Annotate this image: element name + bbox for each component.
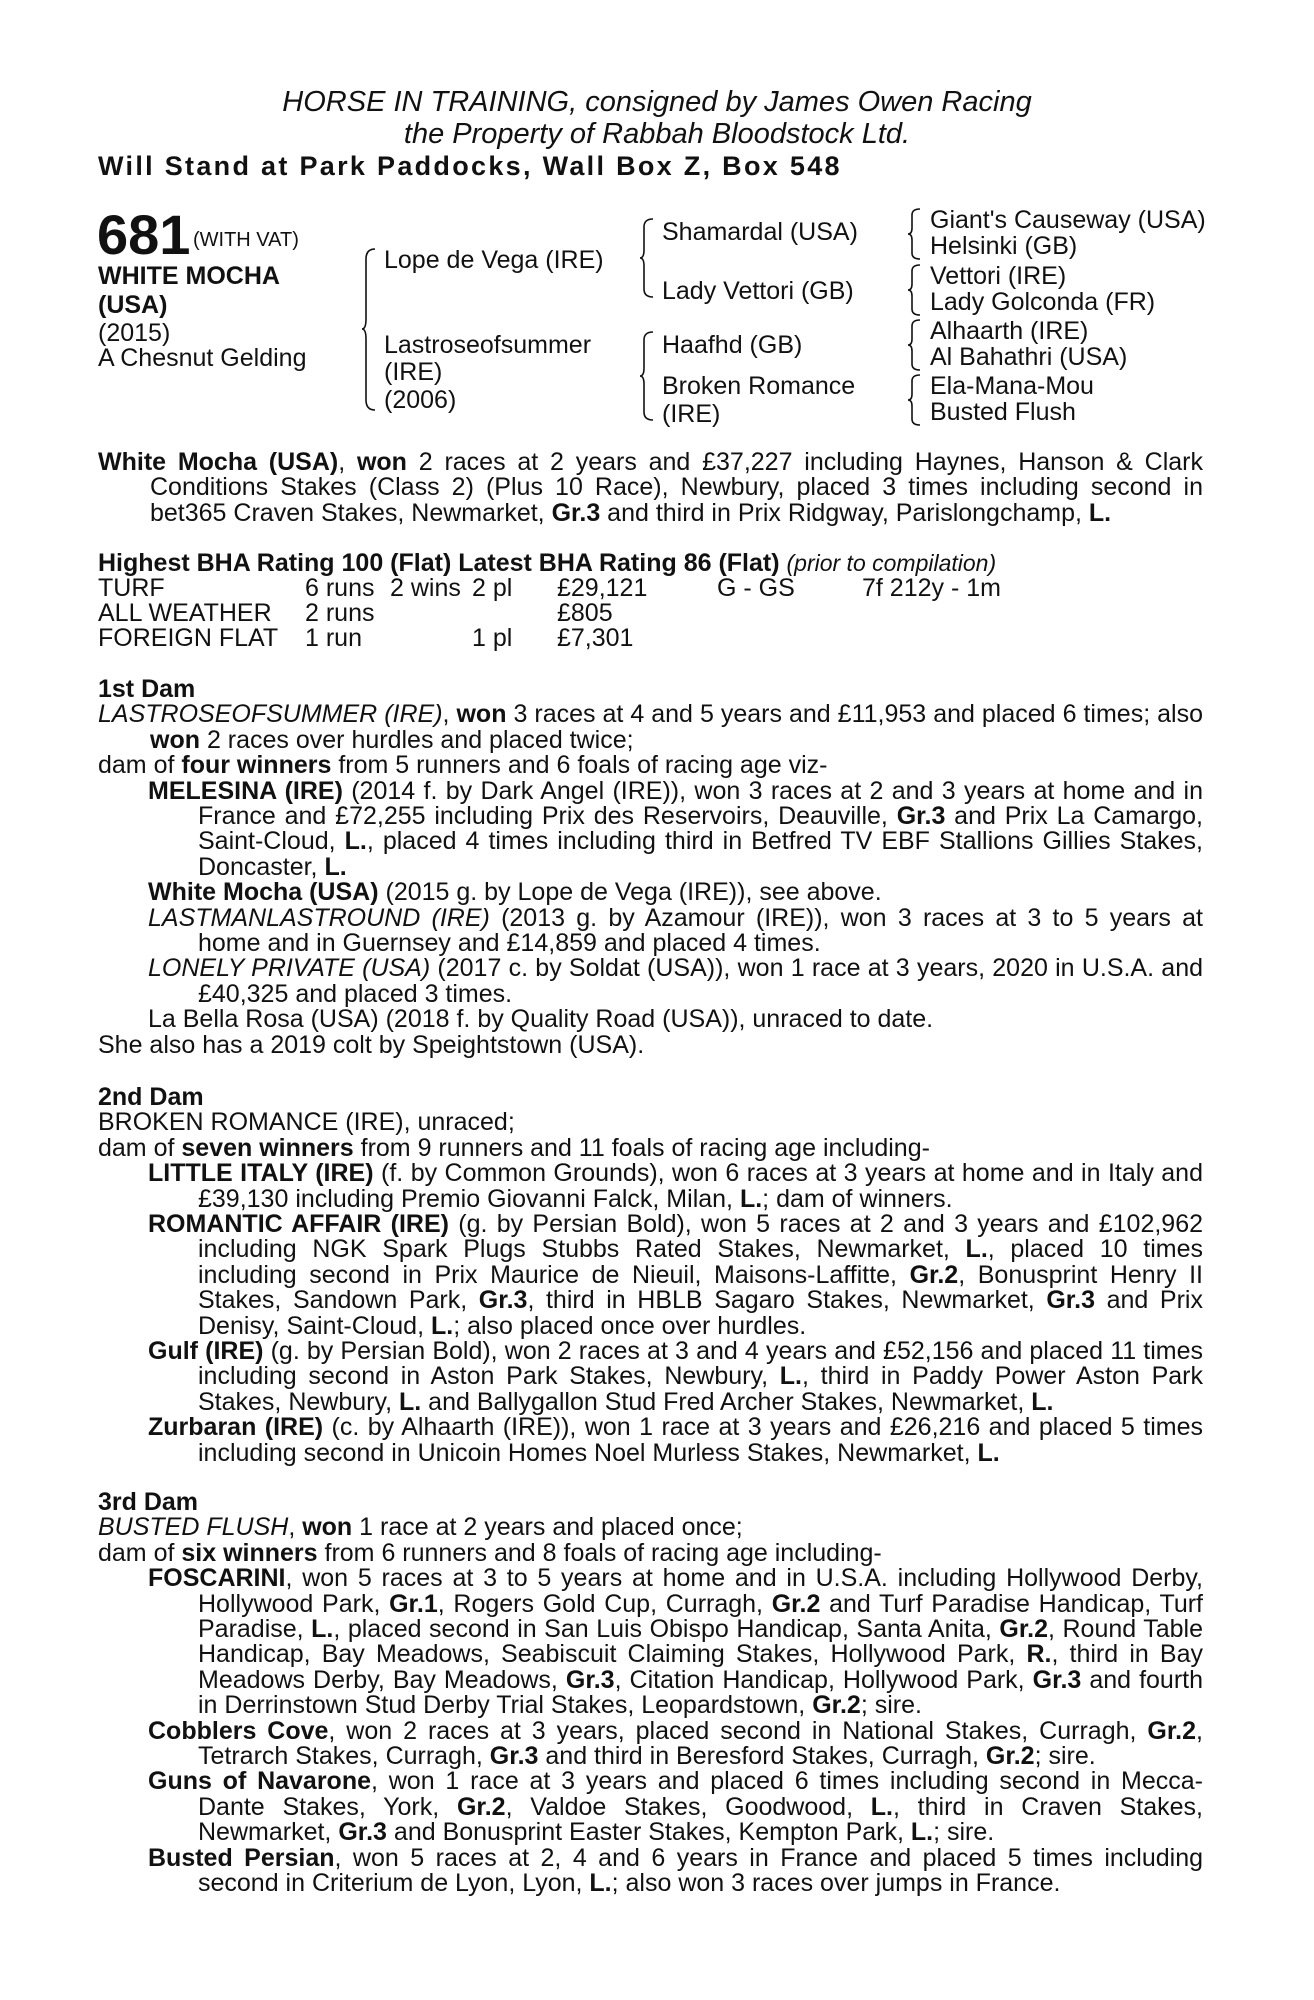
- pedigree-dam-dam-line1: Broken Romance: [662, 372, 856, 400]
- progeny-entry: [98, 956, 1203, 1007]
- won-word: won: [302, 1513, 353, 1542]
- pedigree-ggp: Giant's Causeway (USA): [930, 206, 1206, 234]
- grade-mark: Gr.2: [909, 1260, 959, 1289]
- listed-mark: L.: [311, 1615, 334, 1644]
- pedigree-brace-ggp3: [908, 318, 922, 372]
- progeny-name: White Mocha (USA): [148, 878, 379, 907]
- pedigree-ggp: Al Bahathri (USA): [930, 343, 1128, 371]
- vat-note: (WITH VAT): [193, 229, 299, 251]
- rating-note: (prior to compilation): [786, 550, 997, 576]
- progeny-text: , third in Bay Meadows Derby, Bay Meadows,: [198, 1640, 1203, 1694]
- horse-country: (USA): [98, 291, 168, 319]
- progeny-name: Guns of Navarone: [148, 1767, 372, 1796]
- listed-mark: L.: [589, 1869, 612, 1898]
- winners-count: seven winners: [181, 1133, 354, 1162]
- progeny-text: , Bonusprint Henry II Stakes, Sandown Park,: [198, 1260, 1203, 1315]
- grade-mark: Gr.3: [551, 498, 601, 527]
- dam-name: BROKEN ROMANCE (IRE), unraced;: [98, 1108, 515, 1137]
- progeny-name: MELESINA (IRE): [148, 776, 343, 805]
- pedigree-sire-dam: Lady Vettori (GB): [662, 277, 854, 305]
- pedigree-brace-ggp4: [908, 373, 922, 427]
- progeny-name: LITTLE ITALY (IRE): [148, 1159, 374, 1188]
- grade-mark: Gr.3: [1032, 1665, 1082, 1694]
- progeny-text: , third in HBLB Sagaro Stakes, Newmarket,: [527, 1286, 1047, 1315]
- progeny-text: (2017 c. by Soldat (USA)), won 1 race at 3 years, 2020 in U.S.A. and £40,325 and placed 3 times.: [198, 954, 1204, 1008]
- pedigree-brace-main: [362, 247, 378, 412]
- progeny-text: (2015 g. by Lope de Vega (IRE)), see above.: [378, 878, 882, 907]
- progeny-text: , won 5 races at 3 to 5 years at home and in U.S.A. including Hollywood Derby, Hollywood Park,: [198, 1564, 1203, 1618]
- progeny-name: ROMANTIC AFFAIR (IRE): [148, 1210, 449, 1239]
- progeny-entry: [98, 1212, 1203, 1339]
- won-word: won: [150, 725, 200, 754]
- pedigree-dam-line1: Lastroseofsummer: [384, 331, 592, 359]
- pedigree-brace-ggp2: [908, 263, 922, 317]
- pedigree-ggp: Helsinki (GB): [930, 232, 1078, 260]
- pedigree-ggp: Lady Golconda (FR): [930, 288, 1156, 316]
- stabling-line: Will Stand at Park Paddocks, Wall Box Z, Box 548: [98, 151, 842, 181]
- third-dam-heading: 3rd Dam: [98, 1488, 199, 1516]
- pedigree-ggp: Alhaarth (IRE): [930, 317, 1089, 345]
- rating-distance: 7f 212y - 1m: [862, 574, 1001, 602]
- dam-of-text: from 6 runners and 8 foals of racing age including-: [317, 1538, 882, 1567]
- progeny-text: , third in Craven Stakes, Newmarket,: [198, 1792, 1203, 1847]
- horse-summary: White Mocha (USA), won 2 races at 2 years and £37,227 including Haynes, Hanson & Clark Conditions Stakes (Class 2) (Plus 10 Race), Newbury, placed 3 times including second in bet365 Craven Stakes, Newmarket, Gr.3 and third in Prix Ridgway, Parislongchamp, L.: [98, 448, 1203, 527]
- dam-of-text: from 5 runners and 6 foals of racing age viz-: [331, 751, 828, 780]
- progeny-text: (g. by Persian Bold), won 2 races at 3 and 4 years and £52,156 and placed 11 times including second in Aston Park Stakes, Newbury,: [198, 1337, 1204, 1391]
- pedigree-dam-sire: Haafhd (GB): [662, 331, 803, 359]
- rating-surface: FOREIGN FLAT: [98, 624, 279, 652]
- grade-mark: Gr.3: [478, 1286, 528, 1315]
- dam-of-text: from 9 runners and 11 foals of racing age including-: [353, 1133, 930, 1162]
- pedigree-dam-line2: (IRE): [384, 358, 443, 386]
- listed-mark: L.: [430, 1311, 454, 1340]
- dam-name: BUSTED FLUSH: [98, 1513, 289, 1542]
- listed-mark: L.: [1031, 1387, 1054, 1416]
- summary-text: 2 races at 2 years and £37,227 including Haynes, Hanson & Clark Conditions Stakes (Class 2) (Plus 10 Race), Newbury, placed 3 times including second in bet365 Craven Stakes, Newmarket,: [150, 448, 1203, 527]
- rating-going: G - GS: [717, 574, 795, 602]
- progeny-text: and Bonusprint Easter Stakes, Kempton Park,: [386, 1818, 911, 1847]
- progeny-text: ; also won 3 races over jumps in France.: [611, 1869, 1061, 1898]
- progeny-text: , Citation Handicap, Hollywood Park,: [614, 1665, 1033, 1694]
- third-dam-section: 3rd Dam BUSTED FLUSH, won 1 race at 2 years and placed once; dam of six winners from 6 runners and 8 foals of racing age including- FOSCARINI, won 5 races at 3 to 5 years at home and in U.S.A. including Hollywood Derby, Hollywood Park, Gr.1, Rogers Gold Cup, Curragh, Gr.2 and Turf Paradise Handicap, Turf Paradise, L., placed second in San Luis Obispo Handicap, Santa Anita, Gr.2, Round Table Handicap, Bay Meadows, Seabiscuit Claiming Stakes, Hollywood Park, R., third in Bay Meadows Derby, Bay Meadows, Gr.3, Citation Handicap, Hollywood Park, Gr.3 and fourth in Derrinstown Stud Derby Trial Stakes, Leopardstown, Gr.2; sire. Cobblers Cove, won 2 races at 3 years, placed second in National Stakes, Curragh, Gr.2, Tetrarch Stakes, Curragh, Gr.3 and third in Beresford Stakes, Curragh, Gr.2; sire. Guns of Navarone, won 1 race at 3 years and placed 6 times including second in Mecca-Dante Stakes, York, Gr.2, Valdoe Stakes, Goodwood, L., third in Craven Stakes, Newmarket, Gr.3 and Bonusprint Easter Stakes, Kempton Park, L.; sire. Busted Persian, won 5 races at 2, 4 and 6 years in France and placed 5 times including second in Criterium de Lyon, Lyon, L.; also won 3 races over jumps in France.: [98, 1488, 1204, 1898]
- progeny-text: ; sire.: [933, 1818, 995, 1847]
- listed-mark: L.: [977, 1438, 1000, 1467]
- grade-mark: Gr.1: [389, 1589, 438, 1618]
- progeny-text: (c. by Alhaarth (IRE)), won 1 race at 3 years and £26,216 and placed 5 times including second in Unicoin Homes Noel Murless Stakes, Newmarket,: [198, 1413, 1203, 1467]
- rating-surface: ALL WEATHER: [98, 599, 272, 627]
- grade-mark: Gr.3: [565, 1665, 615, 1694]
- first-dam-section: 1st Dam LASTROSEOFSUMMER (IRE), won 3 races at 4 and 5 years and £11,953 and placed 6 times; also won 2 races over hurdles and placed twice; dam of four winners from 5 runners and 6 foals of racing age viz- MELESINA (IRE) (2014 f. by Dark Angel (IRE)), won 3 races at 2 and 3 years at home and in France and £72,255 including Prix des Reservoirs, Deauville, Gr.3 and Prix La Camargo, Saint-Cloud, L., placed 4 times including third in Betfred TV EBF Stallions Gillies Stakes, Doncaster, L. White Mocha (USA) (2015 g. by Lope de Vega (IRE)), see above. LASTMANLASTROUND (IRE) (2013 g. by Azamour (IRE)), won 3 races at 3 to 5 years at home and in Guernsey and £14,859 and placed 4 times. LONELY PRIVATE (USA) (2017 c. by Soldat (USA)), won 1 race at 3 years, 2020 in U.S.A. and £40,325 and placed 3 times. La Bella Rosa (USA) (2018 f. by Quality Road (USA)), unraced to date. She also has a 2019 colt by Speightstown (USA).: [98, 675, 1204, 1059]
- grade-mark: Gr.3: [1046, 1286, 1096, 1315]
- progeny-text: , won 2 races at 3 years, placed second in National Stakes, Curragh,: [328, 1716, 1148, 1745]
- progeny-text: ; also placed once over hurdles.: [453, 1311, 807, 1340]
- progeny-text: and Turf Paradise Handicap, Turf Paradise,: [198, 1589, 1203, 1644]
- progeny-text: , placed second in San Luis Obispo Handicap, Santa Anita,: [333, 1615, 1000, 1644]
- rating-heading-text: Highest BHA Rating 100 (Flat) Latest BHA Rating 86 (Flat): [98, 549, 780, 577]
- progeny-name: LONELY PRIVATE (USA): [148, 954, 431, 983]
- horse-name: WHITE MOCHA: [98, 262, 280, 290]
- progeny-text: (2013 g. by Azamour (IRE)), won 3 races at 3 to 5 years at home and in Guernsey and £14,859 and placed 4 times.: [198, 903, 1204, 958]
- listed-mark: L.: [324, 852, 347, 881]
- rating-earnings: £7,301: [557, 624, 634, 652]
- progeny-entry: [98, 1716, 1203, 1771]
- rating-runs: 2 runs: [305, 599, 375, 627]
- pedigree-sire-sire: Shamardal (USA): [662, 218, 858, 246]
- summary-won: won: [356, 448, 407, 476]
- closing-note: She also has a 2019 colt by Speightstown (USA).: [98, 1030, 645, 1059]
- pedigree-sire: Lope de Vega (IRE): [384, 246, 604, 274]
- winners-count: six winners: [181, 1538, 318, 1567]
- progeny-text: , Rogers Gold Cup, Curragh,: [437, 1589, 772, 1618]
- pedigree-dam-line3: (2006): [384, 386, 457, 414]
- progeny-name: Gulf (IRE): [148, 1337, 264, 1366]
- progeny-entry: [98, 880, 1203, 905]
- second-dam-heading: 2nd Dam: [98, 1083, 204, 1111]
- progeny-text: and fourth in Derrinstown Stud Derby Trial Stakes, Leopardstown,: [198, 1665, 1204, 1720]
- dam-text: 3 races at 4 and 5 years and £11,953 and placed 6 times; also: [506, 700, 1203, 729]
- progeny-entry: [98, 1415, 1203, 1466]
- rating-heading: [98, 551, 996, 576]
- progeny-text: and Prix Denisy, Saint-Cloud,: [198, 1286, 1203, 1340]
- progeny-text: (2014 f. by Dark Angel (IRE)), won 3 races at 2 and 3 years at home and in France and £72,255 including Prix des Reservoirs, Deauville,: [198, 776, 1203, 831]
- progeny-text: , Valdoe Stakes, Goodwood,: [505, 1792, 871, 1821]
- winners-count: four winners: [181, 751, 332, 780]
- dam-name: LASTROSEOFSUMMER (IRE): [98, 700, 443, 729]
- summary-text: and third in Prix Ridgway, Parislongchamp,: [600, 498, 1089, 527]
- grade-mark: Gr.2: [999, 1615, 1049, 1644]
- grade-mark: Gr.2: [456, 1792, 506, 1821]
- lot-number: 681: [97, 203, 191, 266]
- progeny-text: ; sire.: [1034, 1742, 1096, 1771]
- restricted-mark: R.: [1026, 1640, 1052, 1669]
- progeny-name: LASTMANLASTROUND (IRE): [148, 903, 490, 932]
- progeny-text: , third in Paddy Power Aston Park Stakes, Newbury,: [198, 1362, 1203, 1416]
- progeny-entry: [98, 776, 1203, 881]
- pedigree-ggp: Vettori (IRE): [930, 262, 1067, 290]
- dam-text: 1 race at 2 years and placed once;: [352, 1513, 743, 1542]
- progeny-entry: [98, 1843, 1203, 1898]
- listed-mark: L.: [870, 1792, 893, 1821]
- foaling-year: (2015): [98, 319, 171, 347]
- progeny-name: Cobblers Cove: [148, 1716, 329, 1745]
- progeny-name: FOSCARINI: [148, 1564, 286, 1593]
- listed-mark: L.: [344, 827, 367, 856]
- progeny-entry: [98, 1566, 1203, 1718]
- progeny-text: , placed 10 times including second in Prix Maurice de Nieuil, Maisons-Laffitte,: [198, 1235, 1204, 1289]
- rating-earnings: £29,121: [557, 574, 648, 602]
- first-dam-heading: 1st Dam: [98, 675, 196, 703]
- pedigree-brace-sire: [640, 217, 656, 299]
- pedigree-brace-ggp1: [908, 207, 922, 261]
- progeny-name: Zurbaran (IRE): [148, 1413, 324, 1442]
- grade-mark: Gr.2: [985, 1742, 1035, 1771]
- progeny-text: and Ballygallon Stud Fred Archer Stakes, Newmarket,: [421, 1387, 1032, 1416]
- progeny-entry: [98, 1161, 1203, 1212]
- rating-placed: 1 pl: [472, 624, 513, 652]
- progeny-text: (g. by Persian Bold), won 5 races at 2 and 3 years and £102,962 including NGK Spark Plugs Stubbs Rated Stakes, Newmarket,: [198, 1210, 1204, 1264]
- listed-mark: L.: [965, 1235, 988, 1264]
- progeny-text: , Tetrarch Stakes, Curragh,: [198, 1716, 1203, 1771]
- progeny-text: , placed 4 times including third in Betfred TV EBF Stallions Gillies Stakes, Doncaster,: [198, 827, 1203, 881]
- rating-wins: 2 wins: [390, 574, 461, 602]
- dam-of-text: dam of: [98, 751, 182, 780]
- listed-mark: L.: [910, 1818, 934, 1847]
- rating-runs: 1 run: [305, 624, 362, 652]
- listed-mark: L.: [779, 1362, 802, 1391]
- listed-mark: L.: [1088, 498, 1112, 527]
- rating-surface: TURF: [98, 574, 165, 602]
- won-word: won: [456, 700, 507, 729]
- progeny-entry: [98, 1339, 1203, 1415]
- progeny-entry: La Bella Rosa (USA) (2018 f. by Quality Road (USA)), unraced to date.: [148, 1005, 934, 1034]
- progeny-text: ; dam of winners.: [762, 1184, 953, 1213]
- pedigree-brace-dam: [640, 330, 656, 422]
- summary-name: White Mocha (USA): [98, 448, 339, 476]
- grade-mark: Gr.2: [1147, 1716, 1197, 1745]
- listed-mark: L.: [739, 1184, 763, 1213]
- grade-mark: Gr.3: [896, 802, 946, 831]
- rating-placed: 2 pl: [472, 574, 513, 602]
- pedigree-ggp: Ela-Mana-Mou: [930, 372, 1094, 400]
- grade-mark: Gr.3: [338, 1818, 387, 1847]
- progeny-entry: [98, 1769, 1203, 1845]
- progeny-text: (f. by Common Grounds), won 6 races at 3 years at home and in Italy and £39,130 including Premio Giovanni Falck, Milan,: [198, 1159, 1203, 1213]
- progeny-name: Busted Persian: [148, 1843, 335, 1872]
- grade-mark: Gr.2: [812, 1691, 861, 1720]
- grade-mark: Gr.2: [771, 1589, 821, 1618]
- rating-earnings: £805: [557, 599, 613, 627]
- consignor-line: HORSE IN TRAINING, consigned by James Owen Racing: [282, 86, 1032, 118]
- dam-of-text: dam of: [98, 1538, 182, 1567]
- progeny-text: and Prix La Camargo, Saint-Cloud,: [198, 802, 1203, 856]
- rating-runs: 6 runs: [305, 574, 375, 602]
- pedigree-ggp: Busted Flush: [930, 398, 1076, 426]
- dam-of-text: dam of: [98, 1133, 182, 1162]
- pedigree-dam-dam-line2: (IRE): [662, 400, 721, 428]
- grade-mark: Gr.3: [489, 1742, 539, 1771]
- second-dam-section: [98, 1085, 1203, 1466]
- listed-mark: L.: [399, 1387, 422, 1416]
- dam-text: 2 races over hurdles and placed twice;: [200, 725, 634, 754]
- horse-description: A Chesnut Gelding: [98, 344, 307, 372]
- progeny-entry: [98, 903, 1204, 958]
- progeny-text: ; sire.: [860, 1691, 922, 1720]
- progeny-text: , Round Table Handicap, Bay Meadows, Seabiscuit Claiming Stakes, Hollywood Park,: [198, 1615, 1204, 1669]
- progeny-text: and third in Beresford Stakes, Curragh,: [538, 1742, 986, 1771]
- progeny-text: , won 5 races at 2, 4 and 6 years in France and placed 5 times including second in Criterium de Lyon, Lyon,: [198, 1843, 1203, 1898]
- progeny-text: , won 1 race at 3 years and placed 6 times including second in Mecca-Dante Stakes, York,: [198, 1767, 1203, 1821]
- property-line: the Property of Rabbah Bloodstock Ltd.: [403, 118, 911, 150]
